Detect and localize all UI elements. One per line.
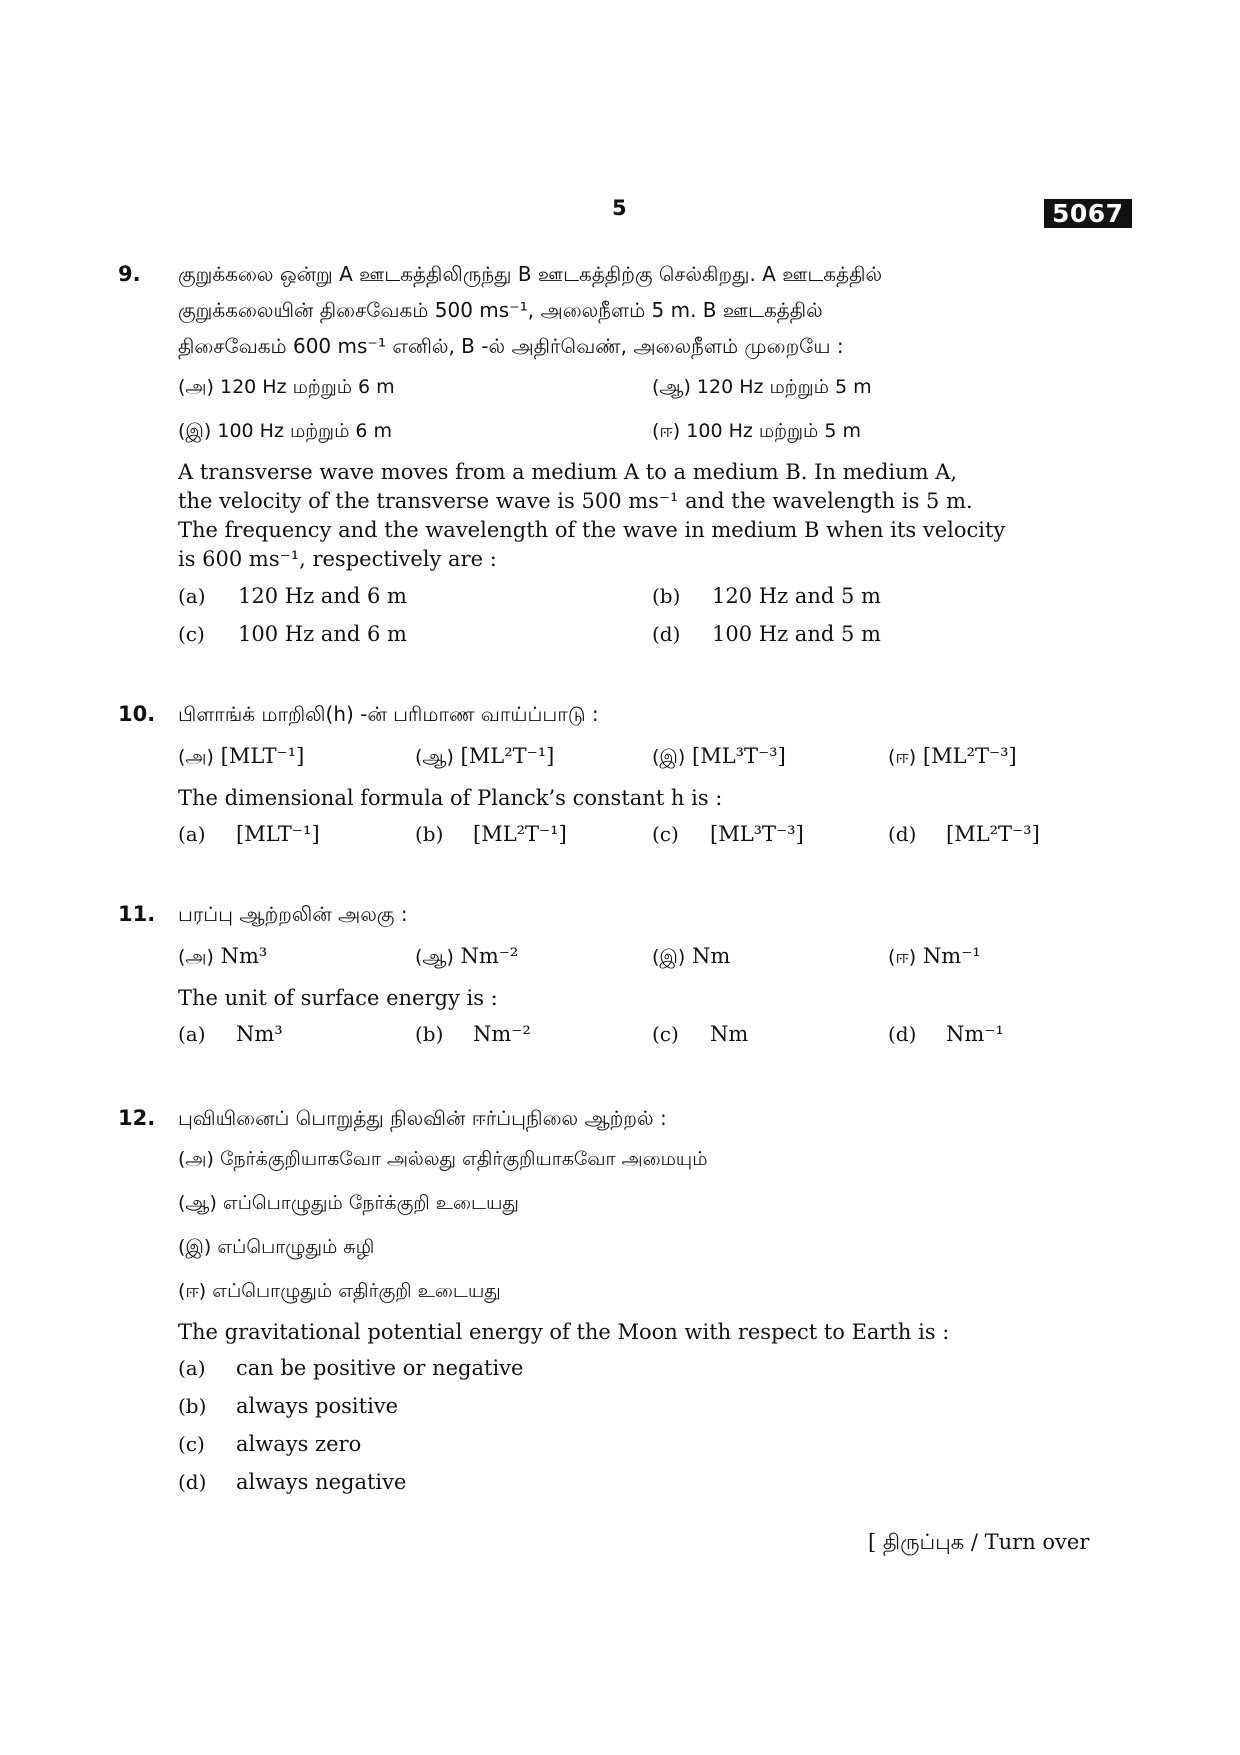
- option-text: Nm⁻²: [473, 1022, 531, 1046]
- question-12-number: 12.: [118, 1106, 156, 1130]
- q10-tamil-option-a: [178, 744, 304, 771]
- option-text: நேர்க்குறியாகவோ அல்லது எதிர்குறியாகவோ அமையும்: [220, 1148, 708, 1170]
- question-9-number: 9.: [118, 262, 141, 286]
- q12-english-option-b: [178, 1394, 399, 1418]
- option-text: 100 Hz and 6 m: [238, 622, 407, 646]
- q12-english-option-c: [178, 1432, 362, 1456]
- q11-english-option-c: [652, 1022, 749, 1046]
- option-text: [ML²T⁻³]: [922, 744, 1017, 768]
- option-text: 120 Hz மற்றும் 5 m: [696, 376, 872, 398]
- q11-tamil-option-b: [415, 944, 518, 971]
- option-label: (அ): [178, 946, 214, 968]
- q11-english-option-d: [888, 1022, 1004, 1046]
- q9-tamil-option-d: [652, 420, 861, 445]
- option-text: [ML²T⁻¹]: [473, 822, 567, 846]
- option-text: [ML³T⁻³]: [692, 744, 786, 768]
- option-text: Nm: [710, 1022, 749, 1046]
- option-text: always positive: [236, 1394, 399, 1418]
- q10-english-option-a: [178, 822, 320, 846]
- option-label: (ஈ): [652, 420, 681, 442]
- question-12-english: The gravitational potential energy of the Moon with respect to Earth is :: [178, 1320, 950, 1344]
- option-label: (b): [415, 822, 444, 846]
- option-text: 100 Hz மற்றும் 6 m: [217, 420, 393, 442]
- question-9-tamil-line-3: திசைவேகம் 600 ms⁻¹ எனில், B -ல் அதிர்வெண், அலைநீளம் முறையே :: [178, 334, 844, 358]
- q12-english-option-d: [178, 1470, 407, 1494]
- question-9-english-line-1: A transverse wave moves from a medium A to a medium B. In medium A,: [178, 460, 958, 484]
- question-9-english-line-4: is 600 ms⁻¹, respectively are :: [178, 547, 497, 571]
- question-11-english: The unit of surface energy is :: [178, 986, 498, 1010]
- option-text: always zero: [236, 1432, 362, 1456]
- option-label: (ஆ): [415, 946, 454, 968]
- option-text: [MLT⁻¹]: [236, 822, 320, 846]
- option-text: Nm: [692, 944, 731, 968]
- turn-over-note: [ திருப்புக / Turn over: [868, 1530, 1090, 1554]
- page-number: 5: [612, 196, 627, 220]
- option-label: (ஈ): [888, 746, 917, 768]
- option-label: (இ): [178, 1236, 212, 1258]
- q10-tamil-option-d: [888, 744, 1017, 771]
- q10-english-option-c: [652, 822, 804, 846]
- q11-tamil-option-c: [652, 944, 730, 971]
- option-text: Nm⁻²: [460, 944, 519, 968]
- question-9-english-line-2: the velocity of the transverse wave is 500 ms⁻¹ and the wavelength is 5 m.: [178, 489, 973, 513]
- option-text: always negative: [236, 1470, 407, 1494]
- option-text: [ML²T⁻³]: [946, 822, 1040, 846]
- option-text: 120 Hz மற்றும் 6 m: [220, 376, 395, 398]
- option-text: எப்பொழுதும் நேர்க்குறி உடையது: [222, 1192, 519, 1214]
- option-text: 100 Hz and 5 m: [712, 622, 881, 646]
- q12-tamil-option-a: [178, 1148, 707, 1173]
- option-text: can be positive or negative: [236, 1356, 524, 1380]
- q9-english-option-b: [652, 584, 881, 608]
- q10-english-option-b: [415, 822, 567, 846]
- question-9-tamil-line-1: குறுக்கலை ஒன்று A ஊடகத்திலிருந்து B ஊடகத்திற்கு செல்கிறது. A ஊடகத்தில்: [178, 262, 883, 286]
- option-label: (a): [178, 1022, 206, 1046]
- question-12-tamil: புவியினைப் பொறுத்து நிலவின் ஈர்ப்புநிலை ஆற்றல் :: [178, 1106, 667, 1130]
- option-label: (c): [178, 622, 205, 646]
- option-label: (d): [652, 622, 681, 646]
- q11-english-option-b: [415, 1022, 531, 1046]
- option-label: (அ): [178, 746, 214, 768]
- q9-english-option-c: [178, 622, 407, 646]
- option-text: Nm³: [220, 944, 268, 968]
- option-label: (a): [178, 1356, 206, 1380]
- option-label: (c): [652, 1022, 679, 1046]
- option-text: 100 Hz மற்றும் 5 m: [686, 420, 861, 442]
- option-text: எப்பொழுதும் எதிர்குறி உடையது: [212, 1280, 501, 1302]
- q9-english-option-a: [178, 584, 407, 608]
- option-text: Nm⁻¹: [946, 1022, 1004, 1046]
- option-text: [ML³T⁻³]: [710, 822, 804, 846]
- option-label: (d): [888, 1022, 917, 1046]
- option-label: (ஆ): [178, 1192, 217, 1214]
- option-label: (c): [652, 822, 679, 846]
- option-label: (இ): [652, 946, 686, 968]
- question-10-number: 10.: [118, 702, 156, 726]
- q10-tamil-option-c: [652, 744, 786, 771]
- option-text: 120 Hz and 6 m: [238, 584, 407, 608]
- option-text: [MLT⁻¹]: [220, 744, 305, 768]
- q10-tamil-option-b: [415, 744, 554, 771]
- option-label: (ஈ): [888, 946, 917, 968]
- question-11-tamil: பரப்பு ஆற்றலின் அலகு :: [178, 902, 408, 926]
- option-label: (இ): [652, 746, 686, 768]
- q12-english-option-a: [178, 1356, 524, 1380]
- option-label: (ஈ): [178, 1280, 207, 1302]
- option-text: Nm⁻¹: [922, 944, 981, 968]
- option-text: Nm³: [236, 1022, 283, 1046]
- q9-english-option-d: [652, 622, 881, 646]
- q11-tamil-option-a: [178, 944, 267, 971]
- option-label: (c): [178, 1432, 205, 1456]
- q9-tamil-option-a: [178, 376, 395, 401]
- option-label: (அ): [178, 376, 214, 398]
- question-9-tamil-line-2: குறுக்கலையின் திசைவேகம் 500 ms⁻¹, அலைநீளம் 5 m. B ஊடகத்தில்: [178, 298, 823, 322]
- option-label: (இ): [178, 420, 212, 442]
- question-10-english: The dimensional formula of Planck’s constant h is :: [178, 786, 723, 810]
- q9-tamil-option-c: [178, 420, 392, 445]
- question-10-tamil: பிளாங்க் மாறிலி(h) -ன் பரிமாண வாய்ப்பாடு :: [178, 702, 599, 726]
- q12-tamil-option-d: [178, 1280, 501, 1305]
- option-label: (b): [178, 1394, 207, 1418]
- option-label: (d): [888, 822, 917, 846]
- option-label: (அ): [178, 1148, 214, 1170]
- option-label: (ஆ): [415, 746, 454, 768]
- question-9-english-line-3: The frequency and the wavelength of the wave in medium B when its velocity: [178, 518, 1006, 542]
- option-label: (ஆ): [652, 376, 691, 398]
- option-label: (a): [178, 584, 206, 608]
- q12-tamil-option-c: [178, 1236, 374, 1261]
- q12-tamil-option-b: [178, 1192, 519, 1217]
- option-label: (b): [415, 1022, 444, 1046]
- q11-tamil-option-d: [888, 944, 981, 971]
- q10-english-option-d: [888, 822, 1040, 846]
- option-text: 120 Hz and 5 m: [712, 584, 881, 608]
- option-text: [ML²T⁻¹]: [460, 744, 555, 768]
- option-text: எப்பொழுதும் சுழி: [217, 1236, 375, 1258]
- option-label: (b): [652, 584, 681, 608]
- q11-english-option-a: [178, 1022, 283, 1046]
- q9-tamil-option-b: [652, 376, 872, 401]
- question-11-number: 11.: [118, 902, 156, 926]
- option-label: (a): [178, 822, 206, 846]
- paper-code-badge: 5067: [1044, 199, 1132, 228]
- option-label: (d): [178, 1470, 207, 1494]
